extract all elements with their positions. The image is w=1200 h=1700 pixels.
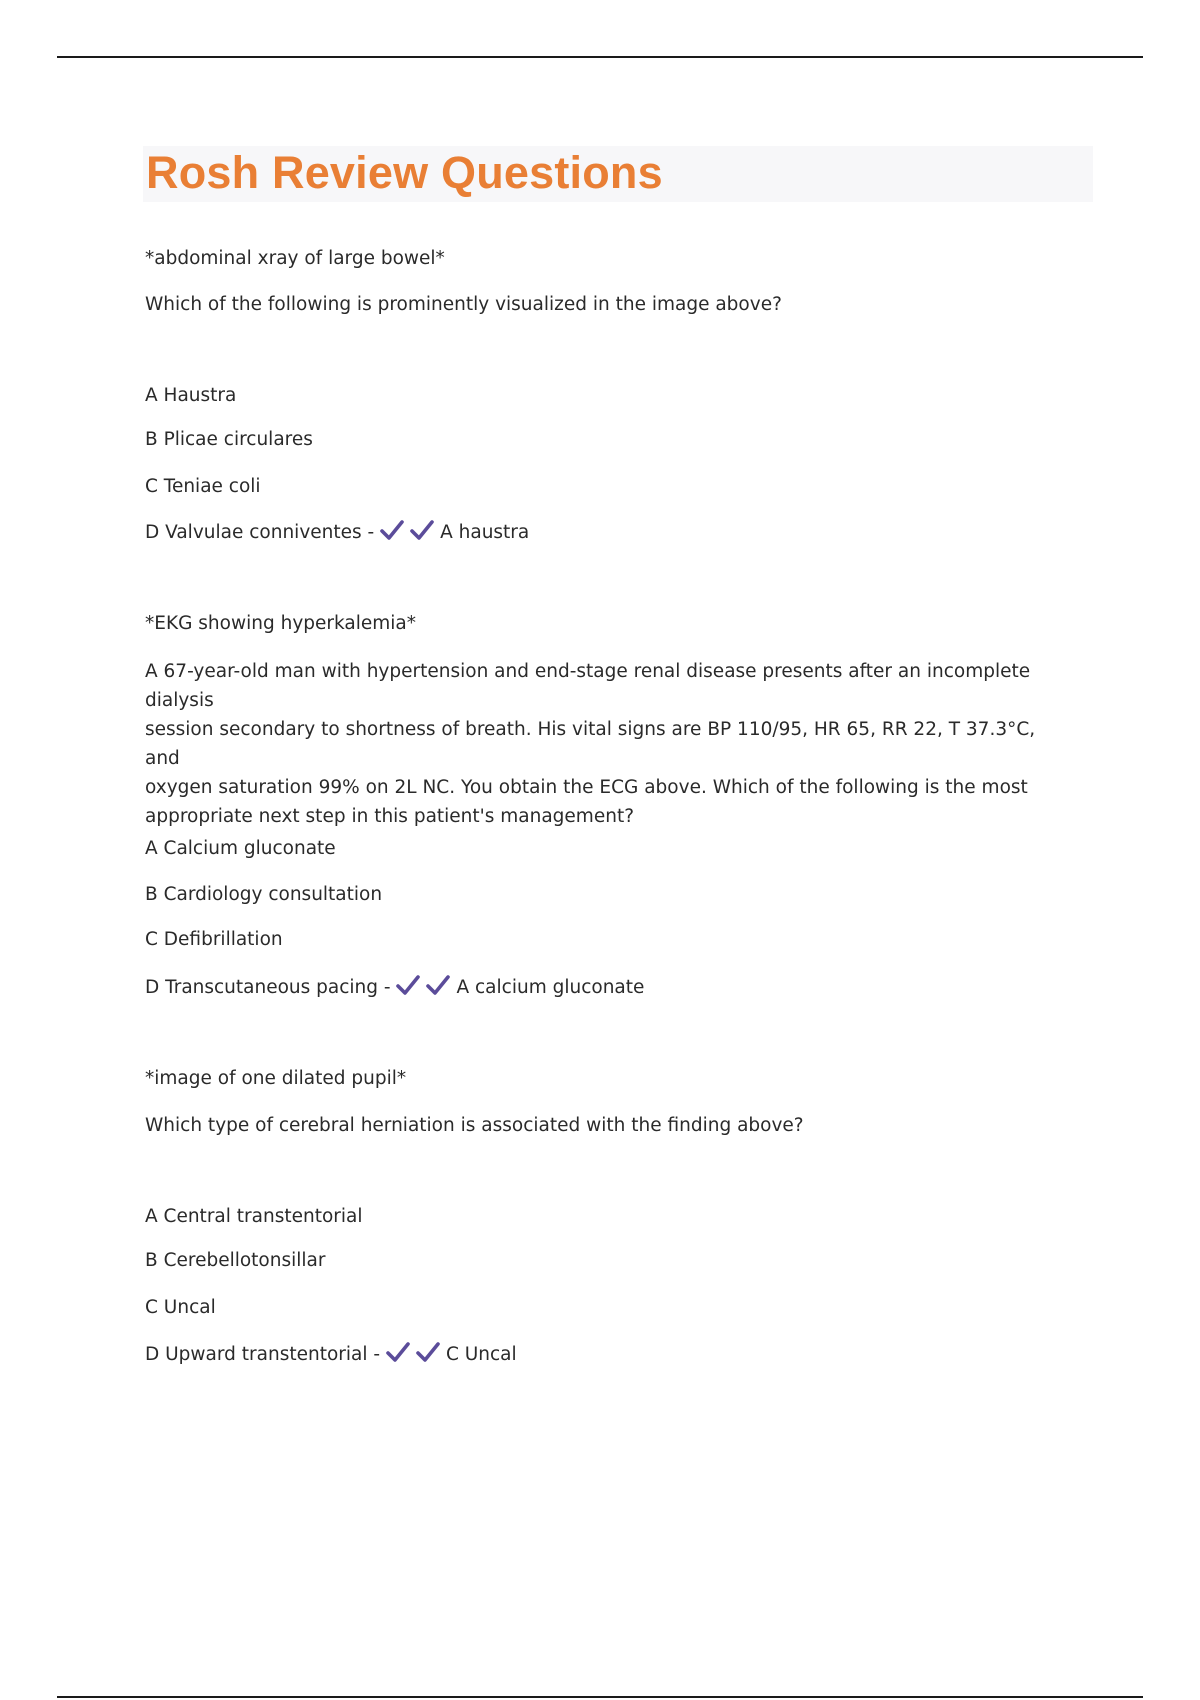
question-3-answer: C Uncal — [445, 1344, 517, 1365]
question-2-prompt-line: oxygen saturation 99% on 2L NC. You obtain the ECG above. Which of the following is the most — [145, 777, 1028, 798]
check-icon — [410, 520, 434, 542]
check-icon — [386, 1342, 410, 1364]
question-3-option-d: D Upward transtentorial - — [145, 1344, 386, 1365]
question-1-option-c: C Teniae coli — [145, 476, 261, 497]
question-2-image-note: *EKG showing hyperkalemia* — [145, 613, 416, 634]
check-icon — [380, 520, 404, 542]
question-3-option-a: A Central transtentorial — [145, 1206, 363, 1227]
question-3-option-d-row — [145, 1341, 517, 1369]
question-2-prompt-line: A 67-year-old man with hypertension and end-stage renal disease presents after an incomplete dialysis — [145, 661, 1031, 711]
check-icon — [426, 975, 450, 997]
question-3-image-note: *image of one dilated pupil* — [145, 1068, 407, 1089]
question-2-prompt-line: appropriate next step in this patient's management? — [145, 806, 635, 827]
question-2-option-a: A Calcium gluconate — [145, 838, 336, 859]
question-1-option-d: D Valvulae conniventes - — [145, 522, 381, 543]
question-3-option-c: C Uncal — [145, 1297, 216, 1318]
question-3-option-b: B Cerebellotonsillar — [145, 1250, 326, 1271]
question-1-option-d-row — [145, 519, 529, 547]
question-2-option-c: C Defibrillation — [145, 929, 283, 950]
question-1-option-b: B Plicae circulares — [145, 429, 313, 450]
question-2-prompt-line: session secondary to shortness of breath. His vital signs are BP 110/95, HR 65, RR 22, T 37.3°C, and — [145, 719, 1036, 769]
check-icon — [416, 1342, 440, 1364]
question-2-option-b: B Cardiology consultation — [145, 884, 383, 905]
question-1-image-note: *abdominal xray of large bowel* — [145, 248, 445, 269]
question-2-answer: A calcium gluconate — [456, 977, 645, 998]
question-3-prompt: Which type of cerebral herniation is associated with the finding above? — [145, 1115, 804, 1136]
bottom-rule — [57, 1696, 1143, 1698]
question-2-prompt — [145, 657, 1075, 831]
question-1-prompt: Which of the following is prominently visualized in the image above? — [145, 294, 782, 315]
top-rule — [57, 56, 1143, 58]
question-1-option-a: A Haustra — [145, 385, 237, 406]
question-2-option-d: D Transcutaneous pacing - — [145, 977, 397, 998]
page-title: Rosh Review Questions — [146, 147, 663, 198]
question-1-answer: A haustra — [440, 522, 530, 543]
question-2-option-d-row — [145, 974, 644, 1002]
check-icon — [396, 975, 420, 997]
